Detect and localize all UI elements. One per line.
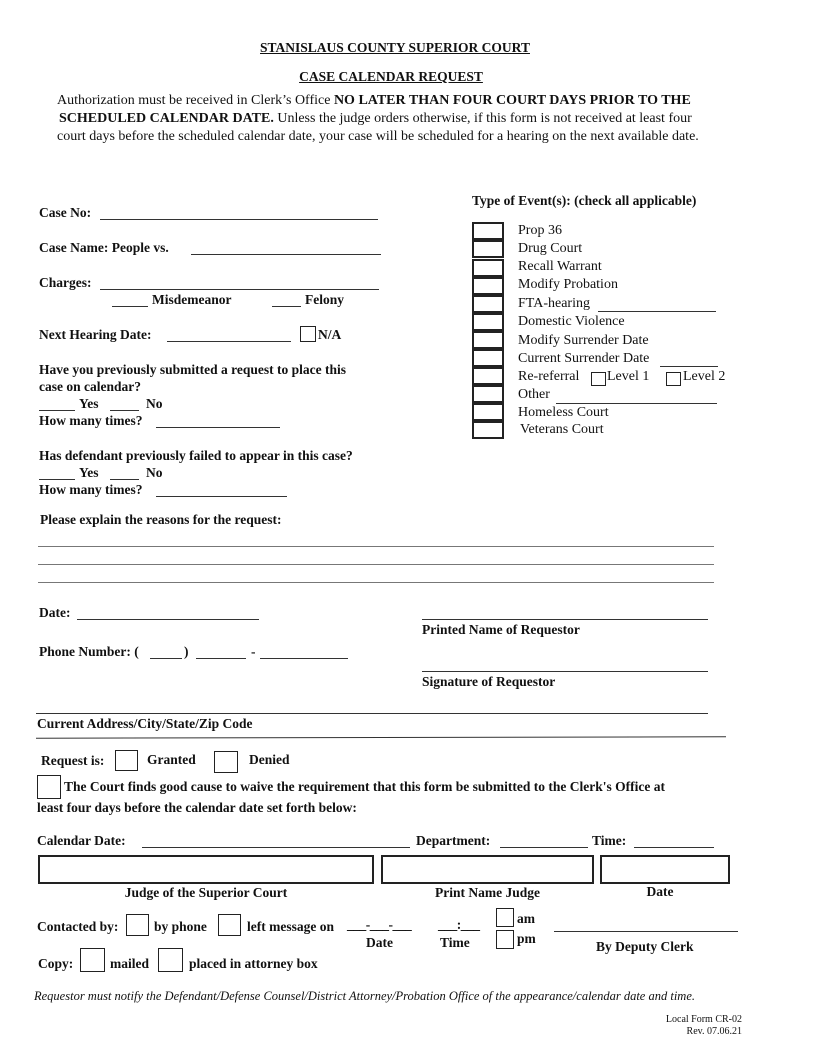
- notice-line-2: [59, 111, 692, 127]
- event-checkbox-fta-hearing[interactable]: [472, 295, 504, 313]
- deputy-clerk-label: By Deputy Clerk: [596, 939, 694, 954]
- event-label-current-surrender-date: Current Surrender Date: [518, 351, 650, 366]
- address-label: Current Address/City/State/Zip Code: [37, 716, 253, 731]
- denied-label: Denied: [249, 752, 290, 767]
- signature-label: Signature of Requestor: [422, 674, 556, 689]
- event-checkbox-homeless-court[interactable]: [472, 403, 504, 421]
- charges-label: Charges:: [39, 275, 92, 290]
- judge-date-box[interactable]: [600, 855, 730, 884]
- event-label-modify-probation: Modify Probation: [518, 277, 618, 292]
- event-checkbox-modify-probation[interactable]: [472, 277, 504, 295]
- footer-notice: Requestor must notify the Defendant/Defense Counsel/District Attorney/Probation Office of the appearance/calendar date and time.: [34, 989, 695, 1003]
- other-field[interactable]: [556, 403, 717, 404]
- notice-emphasis: NO LATER THAN FOUR COURT DAYS PRIOR TO THE: [333, 93, 691, 108]
- event-label-other: Other: [518, 387, 550, 402]
- event-checkbox-drug-court[interactable]: [472, 240, 504, 258]
- q1-how-many-label: How many times?: [39, 413, 143, 428]
- case-no-field[interactable]: [100, 219, 378, 220]
- level-1-label: Level 1: [607, 369, 650, 384]
- left-message-checkbox[interactable]: [218, 914, 241, 936]
- denied-checkbox[interactable]: [214, 751, 238, 773]
- misdemeanor-blank[interactable]: [112, 306, 148, 307]
- contacted-by-label: Contacted by:: [37, 919, 119, 934]
- na-checkbox[interactable]: [300, 326, 316, 342]
- attorney-box-checkbox[interactable]: [158, 948, 183, 972]
- explain-label: Please explain the reasons for the request:: [40, 512, 282, 527]
- case-name-field[interactable]: [191, 254, 381, 255]
- date-field[interactable]: [77, 619, 259, 620]
- judge-date-label: Date: [646, 884, 674, 899]
- pm-checkbox[interactable]: [496, 930, 514, 949]
- by-phone-label: by phone: [154, 919, 207, 934]
- event-label-drug-court: Drug Court: [518, 241, 583, 256]
- waive-text-line-1: The Court finds good cause to waive the requirement that this form be submitted to the Clerk's Office at: [64, 779, 665, 794]
- event-label-homeless-court: Homeless Court: [518, 405, 609, 420]
- phone-line-field[interactable]: [260, 658, 348, 659]
- notice-text: Unless the judge orders otherwise, if this form is not received at least four: [273, 111, 692, 126]
- charges-field[interactable]: [100, 289, 379, 290]
- date-label: Date:: [39, 605, 71, 620]
- message-time-field[interactable]: ___:___: [438, 917, 480, 932]
- misdemeanor-label: Misdemeanor: [152, 292, 232, 307]
- request-is-label: Request is:: [41, 753, 105, 768]
- judge-signature-box[interactable]: [38, 855, 374, 884]
- next-hearing-label: Next Hearing Date:: [39, 327, 152, 342]
- event-checkbox-other[interactable]: [472, 385, 504, 403]
- next-hearing-field[interactable]: [167, 341, 291, 342]
- q1-line-2: case on calendar?: [39, 379, 141, 394]
- event-checkbox-recall-warrant[interactable]: [472, 259, 504, 277]
- q1-no-blank[interactable]: [110, 410, 139, 411]
- event-label-veterans-court: Veterans Court: [520, 422, 604, 437]
- q2-no-label: No: [146, 465, 163, 480]
- mailed-label: mailed: [110, 956, 149, 971]
- event-label-recall-warrant: Recall Warrant: [518, 259, 602, 274]
- phone-dash: -: [251, 644, 256, 659]
- time-label: Time:: [592, 833, 627, 848]
- q1-yes-label: Yes: [79, 396, 99, 411]
- event-checkbox-domestic-violence[interactable]: [472, 313, 504, 331]
- waive-checkbox[interactable]: [37, 775, 61, 799]
- q2-how-many-field[interactable]: [156, 496, 287, 497]
- granted-checkbox[interactable]: [115, 750, 138, 771]
- print-name-judge-box[interactable]: [381, 855, 594, 884]
- notice-text: Authorization must be received in Clerk’s Office: [57, 93, 334, 108]
- event-label-re-referral: Re-referral: [518, 369, 580, 384]
- printed-name-field[interactable]: [422, 619, 708, 620]
- q1-yes-blank[interactable]: [39, 410, 75, 411]
- fta-hearing-field[interactable]: [598, 311, 716, 312]
- calendar-date-label: Calendar Date:: [37, 833, 126, 848]
- explain-line-1[interactable]: [38, 546, 714, 547]
- q2-how-many-label: How many times?: [39, 482, 143, 497]
- granted-label: Granted: [147, 752, 196, 767]
- explain-line-2[interactable]: [38, 564, 714, 565]
- event-checkbox-modify-surrender-date[interactable]: [472, 331, 504, 349]
- level-1-checkbox[interactable]: [591, 372, 606, 386]
- q1-how-many-field[interactable]: [156, 427, 280, 428]
- message-date-sub-label: Date: [366, 935, 393, 950]
- am-label: am: [517, 911, 535, 926]
- am-checkbox[interactable]: [496, 908, 514, 927]
- form-title: CASE CALENDAR REQUEST: [299, 69, 483, 84]
- felony-blank[interactable]: [272, 306, 301, 307]
- judge-label: Judge of the Superior Court: [124, 885, 288, 900]
- pm-label: pm: [517, 931, 536, 946]
- q2-yes-label: Yes: [79, 465, 99, 480]
- by-phone-checkbox[interactable]: [126, 914, 149, 936]
- left-message-label: left message on: [247, 919, 334, 934]
- event-type-heading: Type of Event(s): (check all applicable): [472, 193, 697, 208]
- message-date-field[interactable]: ___-___-___: [347, 917, 412, 932]
- form-revision: Rev. 07.06.21: [686, 1026, 742, 1037]
- copy-label: Copy:: [38, 956, 74, 971]
- case-name-label: Case Name: People vs.: [39, 240, 169, 255]
- notice-emphasis: SCHEDULED CALENDAR DATE.: [59, 111, 274, 126]
- deputy-clerk-signature-field[interactable]: [554, 931, 738, 932]
- event-label-prop-36: Prop 36: [518, 223, 562, 238]
- signature-field[interactable]: [422, 671, 708, 672]
- current-surrender-date-field[interactable]: [660, 366, 718, 367]
- form-id: Local Form CR-02: [665, 1014, 742, 1025]
- phone-area-code-field[interactable]: [150, 658, 182, 659]
- printed-name-label: Printed Name of Requestor: [422, 622, 580, 637]
- event-checkbox-veterans-court[interactable]: [472, 421, 504, 439]
- q1-no-label: No: [146, 396, 163, 411]
- notice-line-1: [57, 93, 691, 109]
- attorney-box-label: placed in attorney box: [189, 956, 318, 971]
- department-field[interactable]: [500, 847, 588, 848]
- waive-text-line-2: least four days before the calendar date set forth below:: [37, 800, 357, 815]
- event-label-domestic-violence: Domestic Violence: [518, 314, 625, 329]
- event-label-fta-hearing: FTA-hearing: [518, 296, 590, 311]
- phone-prefix-field[interactable]: [196, 658, 246, 659]
- court-name: STANISLAUS COUNTY SUPERIOR COURT: [260, 40, 530, 55]
- q1-line-1: Have you previously submitted a request to place this: [39, 362, 347, 377]
- department-label: Department:: [416, 833, 491, 848]
- phone-label: Phone Number: (: [39, 644, 139, 659]
- level-2-checkbox[interactable]: [666, 372, 681, 386]
- message-time-sub-label: Time: [440, 935, 470, 950]
- print-name-judge-label: Print Name Judge: [435, 885, 540, 900]
- time-field[interactable]: [634, 847, 714, 848]
- event-checkbox-current-surrender-date[interactable]: [472, 349, 504, 367]
- event-checkbox-re-referral[interactable]: [472, 367, 504, 385]
- notice-line-3: court days before the scheduled calendar date, your case will be scheduled for a hearing on the next available date.: [57, 129, 699, 144]
- address-line-2[interactable]: [36, 736, 726, 738]
- address-line-1[interactable]: [36, 713, 708, 714]
- case-no-label: Case No:: [39, 205, 92, 220]
- event-checkbox-prop-36[interactable]: [472, 222, 504, 240]
- calendar-date-field[interactable]: [142, 847, 410, 848]
- level-2-label: Level 2: [683, 369, 726, 384]
- q2-label: Has defendant previously failed to appear in this case?: [39, 448, 353, 463]
- q2-no-blank[interactable]: [110, 479, 139, 480]
- explain-line-3[interactable]: [38, 582, 714, 583]
- phone-close-paren: ): [184, 644, 189, 659]
- na-label: N/A: [318, 327, 342, 342]
- felony-label: Felony: [305, 292, 344, 307]
- event-label-modify-surrender-date: Modify Surrender Date: [518, 333, 649, 348]
- q2-yes-blank[interactable]: [39, 479, 75, 480]
- mailed-checkbox[interactable]: [80, 948, 105, 972]
